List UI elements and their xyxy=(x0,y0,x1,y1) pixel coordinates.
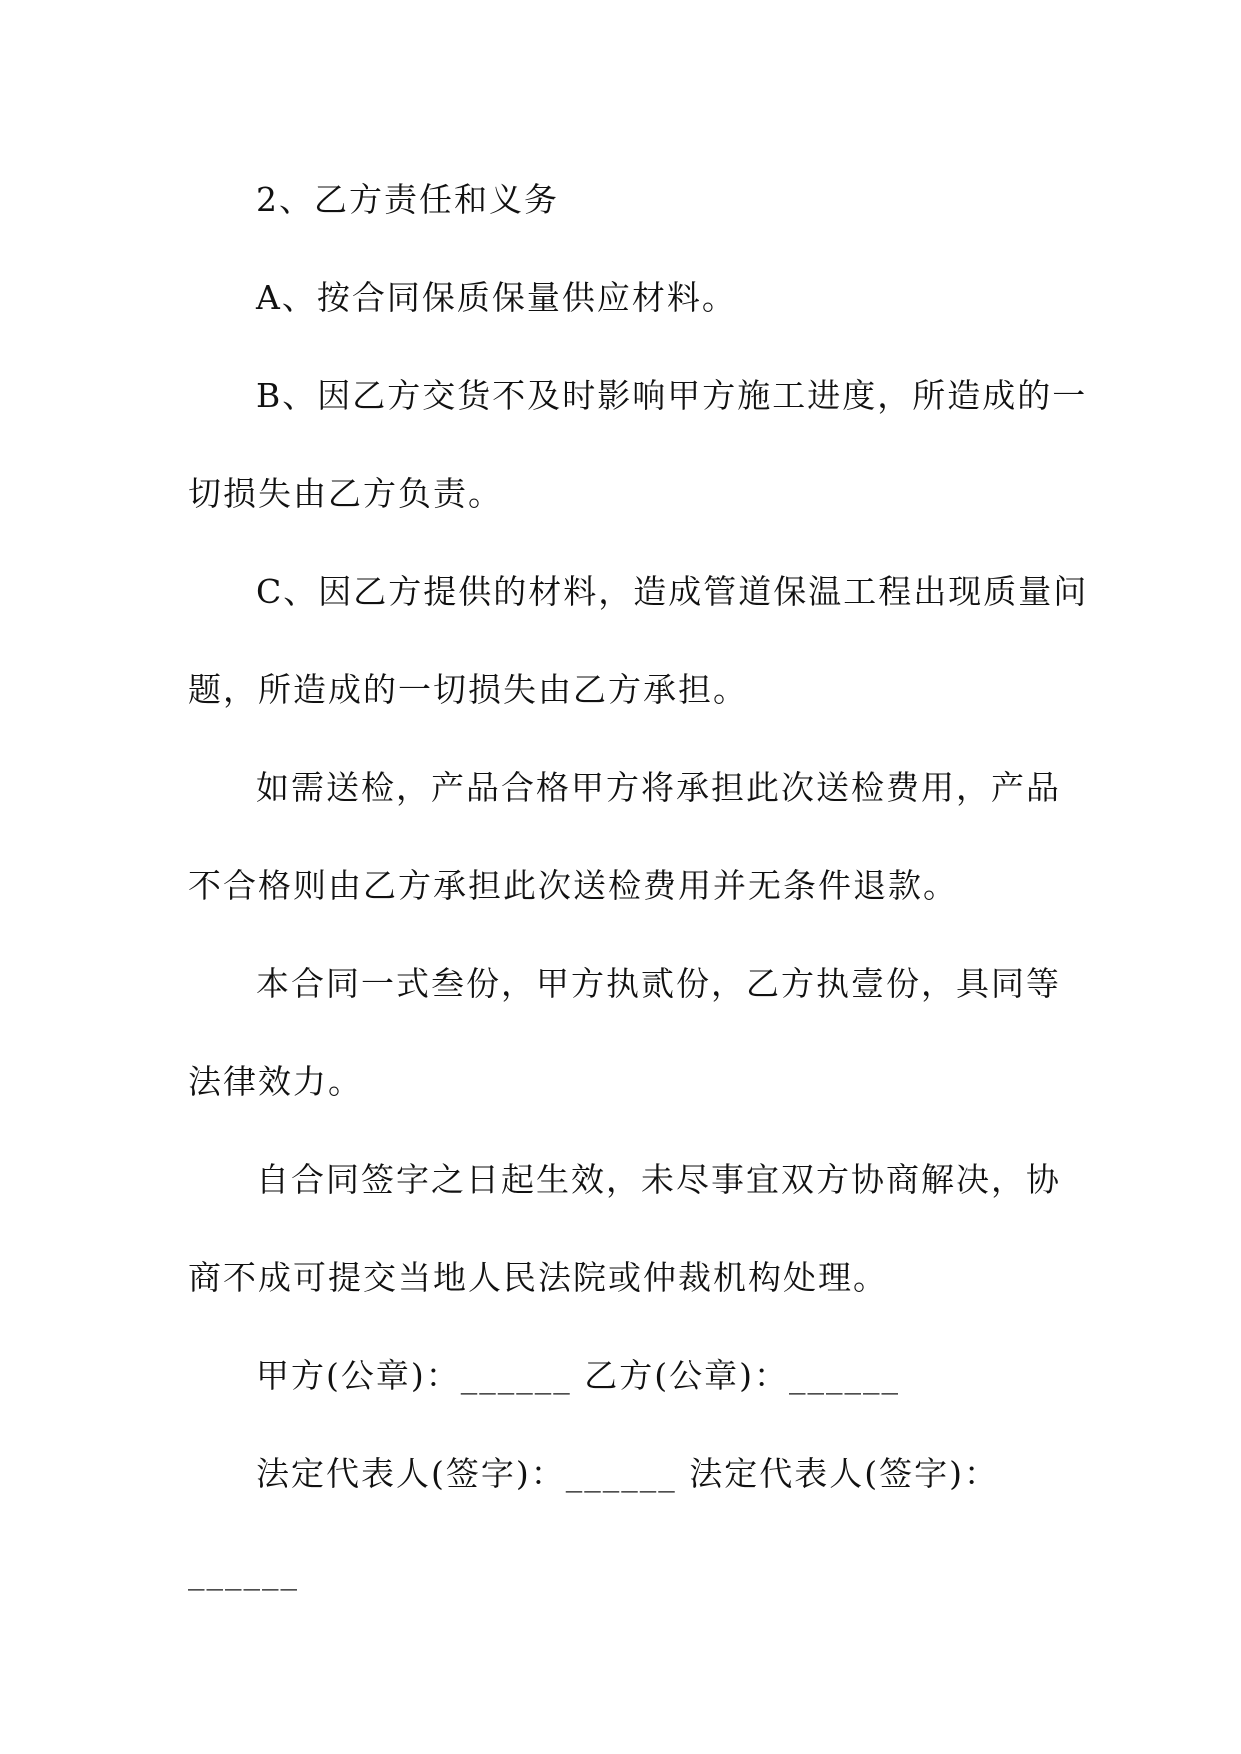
clause-b-line-1: B、因乙方交货不及时影响甲方施工进度，所造成的一 xyxy=(256,376,1088,415)
inspection-line-2: 不合格则由乙方承担此次送检费用并无条件退款。 xyxy=(188,866,958,905)
inspection-line-1: 如需送检，产品合格甲方将承担此次送检费用，产品 xyxy=(256,768,1061,807)
clause-b-line-2: 切损失由乙方负责。 xyxy=(188,474,503,513)
effect-line-1: 自合同签字之日起生效，未尽事宜双方协商解决，协 xyxy=(256,1160,1061,1199)
section-heading: 2、乙方责任和义务 xyxy=(256,180,559,219)
signature-blank: ______ xyxy=(188,1552,299,1591)
clause-c-line-1: C、因乙方提供的材料，造成管道保温工程出现质量问 xyxy=(256,572,1089,611)
effect-line-2: 商不成可提交当地人民法院或仲裁机构处理。 xyxy=(188,1258,888,1297)
copies-line-1: 本合同一式叁份，甲方执贰份，乙方执壹份，具同等 xyxy=(256,964,1061,1003)
signature-line: 法定代表人(签字)：______ 法定代表人(签字)： xyxy=(256,1454,999,1493)
clause-a: A、按合同保质保量供应材料。 xyxy=(256,278,737,317)
seal-line: 甲方(公章)：______ 乙方(公章)：______ xyxy=(256,1356,900,1395)
clause-c-line-2: 题，所造成的一切损失由乙方承担。 xyxy=(188,670,748,709)
copies-line-2: 法律效力。 xyxy=(188,1062,363,1101)
